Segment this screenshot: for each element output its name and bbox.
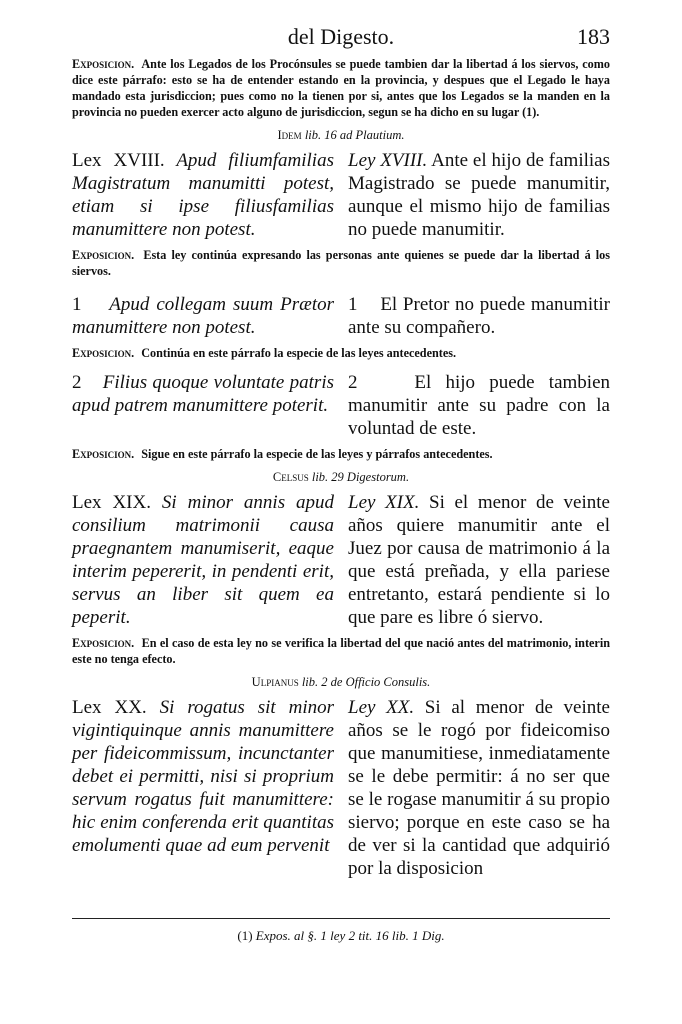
- law-heading-latin: Lex XVIII.: [72, 150, 165, 171]
- commentary-paragraph: [72, 247, 610, 279]
- law-block: [72, 371, 610, 440]
- source-work: lib. 16 ad Plautium.: [304, 128, 405, 142]
- latin-column: [72, 696, 334, 880]
- law-text-spanish: El Pretor no puede manumitir ante su compañero.: [348, 294, 610, 338]
- source-author: Celsus: [272, 470, 309, 484]
- commentary-text: Sigue en este párrafo la especie de las leyes y párrafos antecedentes.: [141, 447, 493, 461]
- law-heading-latin: Lex XX.: [72, 697, 147, 718]
- source-citation: [72, 128, 610, 143]
- commentary-text: Esta ley continúa expresando las personas ante quienes se puede dar la libertad á los siervos.: [72, 248, 610, 278]
- law-text-latin: Si minor annis apud consilium matrimonii causa praegnantem manumiserit, eaque interim pepererit, in pendenti erit, servus an liber sit quem ea peperit.: [72, 492, 334, 628]
- commentary-text: Continúa en este párrafo la especie de las leyes antecedentes.: [141, 346, 457, 360]
- spanish-column: [348, 696, 610, 880]
- law-heading-spanish: Ley XIX.: [348, 492, 420, 513]
- paragraph-number-latin: 2: [72, 372, 82, 393]
- commentary-paragraph: [72, 635, 610, 667]
- commentary-label: Exposicion.: [72, 57, 135, 71]
- law-text-spanish: Ante el hijo de familias Magistrado se puede manumitir, aunque el mismo hijo de familias no puede manumitir.: [348, 150, 610, 240]
- running-title: del Digesto.: [287, 24, 395, 49]
- law-block: [72, 149, 610, 241]
- paragraph-number-spanish: 1: [348, 294, 358, 315]
- spanish-column: [348, 293, 610, 339]
- law-text-spanish: El hijo puede tambien manumitir ante su padre con la voluntad de este.: [348, 372, 611, 439]
- spanish-column: [348, 149, 610, 241]
- law-block: [72, 696, 610, 880]
- footnote-mark: (1): [237, 928, 253, 943]
- commentary-paragraph: [72, 345, 610, 361]
- page: [72, 22, 610, 886]
- law-text-latin: Apud collegam suum Prætor manumittere non potest.: [72, 294, 334, 338]
- latin-column: [72, 149, 334, 241]
- spanish-column: [348, 491, 610, 629]
- commentary-label: Exposicion.: [72, 447, 135, 461]
- latin-column: [72, 293, 334, 339]
- source-citation: [72, 675, 610, 690]
- commentary-text: Ante los Legados de los Procónsules se puede tambien dar la libertad á los siervos, como dice este párrafo: esto se ha de entender estando en la provincia, y despues que el Legado le haya mandado esta jurisdiccion; pues como no la tienen por si, antes que los Legados se la manden en la provincia no pueden exercer acto alguno de jurisdiccion, segun se ha dicho en su lugar (1).: [72, 57, 611, 119]
- commentary-paragraph: [72, 446, 610, 462]
- source-work: lib. 2 de Officio Consulis.: [301, 675, 431, 689]
- commentary-label: Exposicion.: [72, 248, 135, 262]
- law-text-latin: Apud filiumfamilias Magistratum manumitti potest, etiam si ipse filiusfamilias manumittere non potest.: [72, 150, 334, 240]
- footnote-rule: [72, 918, 610, 919]
- commentary-label: Exposicion.: [72, 636, 135, 650]
- law-block: [72, 293, 610, 339]
- page-header: [72, 22, 610, 56]
- commentary-label: Exposicion.: [72, 346, 135, 360]
- footnote-text: Expos. al §. 1 ley 2 tit. 16 lib. 1 Dig.: [255, 928, 445, 943]
- law-text-spanish: Si el menor de veinte años quiere manumitir ante el Juez por causa de matrimonio á la que está preñada, y ella pariese entretanto, estará pendiente si lo que pare es libre ó siervo.: [348, 492, 610, 628]
- law-text-spanish: Si al menor de veinte años se le rogó por fideicomiso que manumitiese, inmediatamente se le debe permitir: á no ser que se le rogase manumitir á su propio siervo; porque en este caso se ha de ver si la cantidad que adquirió por la disposicion: [348, 697, 610, 879]
- law-heading-latin: Lex XIX.: [72, 492, 151, 513]
- latin-column: [72, 371, 334, 440]
- law-heading-spanish: Ley XVIII.: [348, 150, 428, 171]
- page-number: 183: [577, 24, 610, 49]
- paragraph-number-spanish: 2: [348, 372, 358, 393]
- law-text-latin: Filius quoque voluntate patris apud patrem manumittere poterit.: [72, 372, 334, 416]
- law-block: [72, 491, 610, 629]
- law-heading-spanish: Ley XX.: [348, 697, 415, 718]
- spanish-column: [348, 371, 610, 440]
- footnote: [72, 928, 610, 944]
- commentary-text: En el caso de esta ley no se verifica la libertad del que nació antes del matrimonio, interin este no tenga efecto.: [72, 636, 611, 666]
- paragraph-number-latin: 1: [72, 294, 82, 315]
- source-author: Idem: [277, 128, 302, 142]
- source-citation: [72, 470, 610, 485]
- commentary-paragraph: [72, 56, 610, 120]
- source-author: Ulpianus: [251, 675, 299, 689]
- latin-column: [72, 491, 334, 629]
- source-work: lib. 29 Digestorum.: [311, 470, 410, 484]
- law-text-latin: Si rogatus sit minor vigintiquinque annis manumittere per fideicommissum, incunctanter debet ei permitti, nisi si proprium servum rogatus fuit manumittere: hic enim conferenda erit quantitas emolumenti quae ad eum pervenit: [72, 697, 334, 856]
